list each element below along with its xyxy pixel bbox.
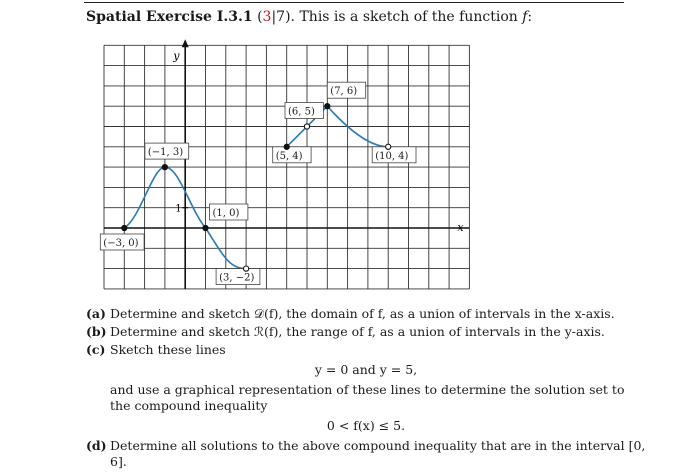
- point-label: (5, 4): [275, 150, 303, 162]
- task-d-label: (d): [86, 438, 107, 453]
- task-d-text: Determine all solutions to the above compound inequality that are in the interval [0, 6].: [110, 438, 646, 469]
- task-d: [86, 438, 646, 470]
- task-c-inequality: 0 < f(x) ≤ 5.: [326, 418, 406, 433]
- ref-close: ).: [285, 9, 296, 25]
- task-b-label: (b): [86, 324, 107, 339]
- x-axis-label: x: [457, 221, 464, 234]
- task-list: [86, 306, 646, 472]
- point-label: (6, 5): [288, 106, 315, 118]
- point-labels: [100, 82, 416, 284]
- open-point: [304, 124, 309, 129]
- closed-point: [325, 104, 330, 109]
- task-c-text: Sketch these lines: [110, 342, 226, 357]
- ref-link-a[interactable]: 3: [262, 9, 272, 25]
- task-a-text: Determine and sketch 𝒟(f), the domain of f, as a union of intervals in the x-axis.: [110, 306, 615, 321]
- task-a: [86, 306, 646, 322]
- task-c-continuation: and use a graphical representation of these lines to determine the solution set to the compound inequality: [110, 382, 625, 413]
- ref-separator: |: [271, 9, 277, 25]
- open-point: [386, 144, 391, 149]
- tick-label-one: 1: [175, 203, 182, 215]
- point-label: (7, 6): [330, 86, 358, 98]
- closed-point: [162, 165, 167, 170]
- point-label: (10, 4): [375, 150, 409, 162]
- exercise-title: Spatial Exercise I.3.1: [86, 9, 253, 25]
- task-c: [86, 342, 646, 358]
- grid: [104, 45, 469, 289]
- task-a-label: (a): [86, 306, 106, 321]
- task-c-lines: y = 0 and y = 5,: [314, 362, 418, 377]
- ref-link-b[interactable]: 7: [276, 9, 286, 25]
- point-label: (1, 0): [212, 208, 240, 219]
- open-point: [244, 266, 249, 271]
- task-b: [86, 324, 646, 340]
- point-label: (−1, 3): [147, 147, 184, 159]
- heading-func: f: [522, 9, 528, 25]
- ref-open: (: [257, 9, 263, 25]
- point-label: (3, −2): [219, 272, 255, 284]
- task-c-label: (c): [86, 342, 106, 357]
- task-b-text: Determine and sketch ℛ(f), the range of f, as a union of intervals in the y-axis.: [110, 324, 605, 339]
- heading-text: This is a sketch of the function: [299, 9, 518, 25]
- heading-colon: :: [527, 9, 533, 25]
- closed-point: [284, 144, 289, 149]
- point-label: (−3, 0): [103, 238, 139, 249]
- y-axis-label: y: [173, 49, 180, 63]
- closed-point: [203, 225, 208, 230]
- y-axis-arrow: [182, 39, 189, 47]
- closed-point: [122, 225, 127, 230]
